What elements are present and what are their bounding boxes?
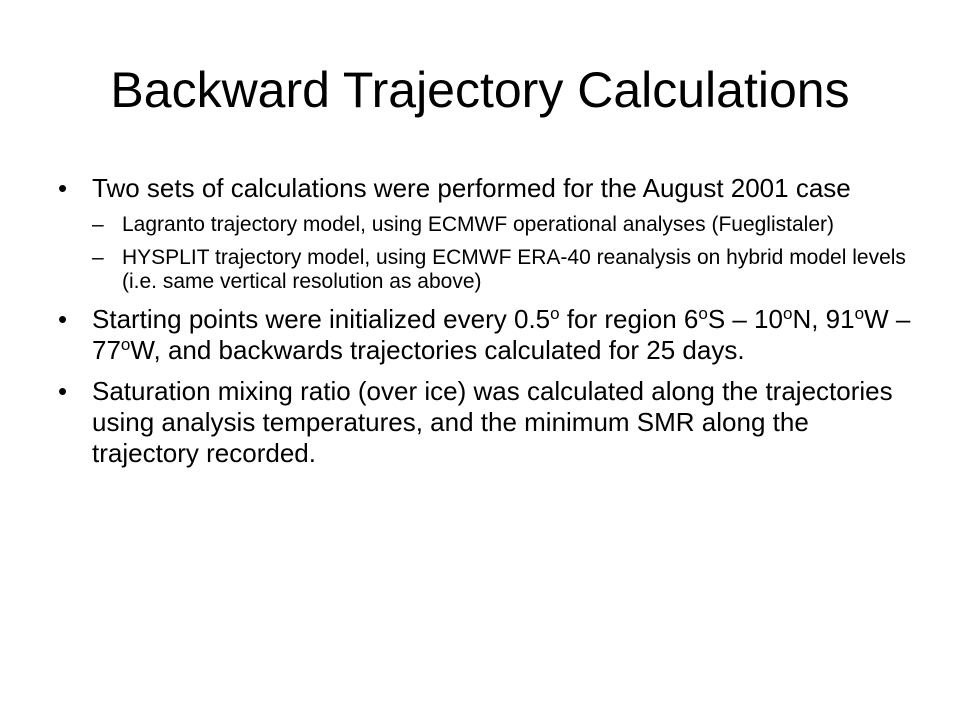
sub-bullet-text: Lagranto trajectory model, using ECMWF operational analyses (Fueglistaler) [122,213,834,236]
bullet-item-saturation-mixing-ratio [58,376,920,469]
bullet-list [58,173,920,479]
bullet-marker: • [58,304,68,334]
bullet-text-part: N, 91 [792,304,855,334]
bullet-text-part: W – 77 [92,304,911,365]
sub-bullet-item-hysplit [92,246,920,294]
bullet-text-part: S – 10 [707,304,783,334]
sub-bullet-item-lagranto [92,213,920,237]
degree-symbol: o [120,335,131,354]
sub-bullet-marker: – [92,213,104,236]
bullet-text-part: for region 6 [559,304,699,334]
bullet-item-starting-points [58,304,920,366]
slide-title: Backward Trajectory Calculations [110,62,850,118]
bullet-text: Two sets of calculations were performed for the August 2001 case [92,173,851,203]
bullet-marker: • [58,376,68,406]
degree-symbol: o [854,304,865,323]
sub-bullet-text: HYSPLIT trajectory model, using ECMWF ERA-40 reanalysis on hybrid model levels (i.e. same vertical resolution as above) [122,246,906,293]
sub-bullet-marker: – [92,246,104,269]
degree-symbol: o [698,304,708,323]
degree-symbol: o [550,304,560,323]
degree-symbol: o [782,304,793,323]
bullet-text: Saturation mixing ratio (over ice) was calculated along the trajectories using analysis temperatures, and the minimum SMR along the trajectory recorded. [92,376,893,468]
bullet-marker: • [58,173,68,203]
bullet-text-part: W, and backwards trajectories calculated for 25 days. [130,335,745,365]
bullet-item-calculation-sets [58,173,920,294]
sub-bullet-list [92,213,920,294]
bullet-text-part: Starting points were initialized every 0.5 [92,304,551,334]
